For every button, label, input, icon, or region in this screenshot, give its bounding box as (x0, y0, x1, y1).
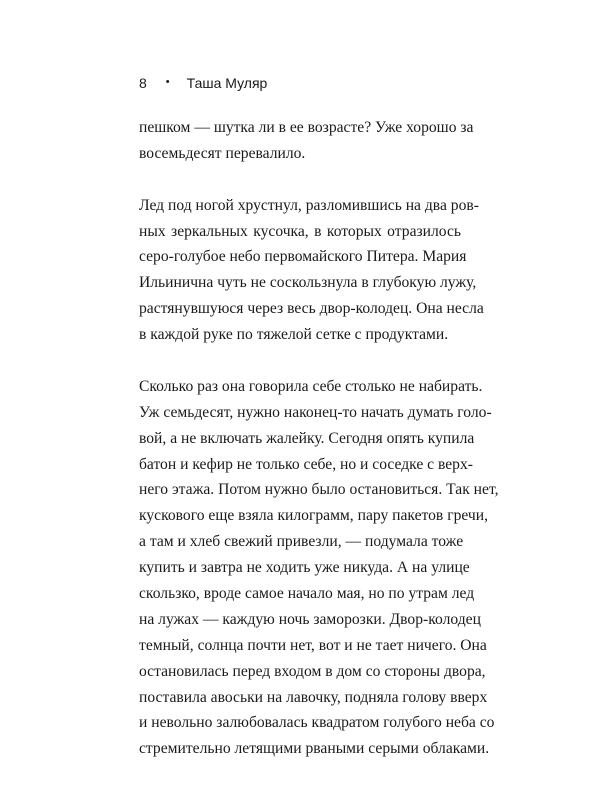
book-body-text (139, 115, 499, 788)
text-line: вой, а не включать жалейку. Сегодня опять купила (139, 429, 475, 447)
text-line: темный, солнца почти нет, вот и не тает ничего. Она (139, 636, 487, 654)
text-line: кускового еще взяла килограмм, пару пакетов гречи, (139, 507, 489, 525)
paragraph (139, 374, 499, 762)
text-line: остановилась перед входом в дом со стороны двора, (139, 662, 486, 680)
text-line: растянувшуюся через весь двор-колодец. Она несла (139, 300, 484, 318)
text-line: ных зеркальных кусочка, в которых отразилось (139, 222, 461, 240)
text-line: а там и хлеб свежий привезли, — подумала тоже (139, 533, 464, 551)
text-line: него этажа. Потом нужно было остановиться. Так нет, (139, 481, 499, 499)
text-line: в каждой руке по тяжелой сетке с продуктами. (139, 326, 449, 344)
text-line: купить и завтра не ходить уже никуда. А на улице (139, 559, 470, 577)
page-number: 8 (139, 75, 147, 91)
text-line: стремительно летящими рваными серыми облаками. (139, 740, 490, 758)
text-line: пешком — шутка ли в ее возрасте? Уже хорошо за (139, 119, 474, 136)
text-line: и невольно залюбовалась квадратом голубого неба со (139, 714, 495, 732)
text-line: Уж семьдесят, нужно наконец-то начать думать голо- (139, 403, 492, 421)
text-line: поставила авоськи на лавочку, подняла голову вверх (139, 688, 488, 706)
text-line: скользко, вроде самое начало мая, но по утрам лед (139, 585, 475, 603)
text-line: батон и кефир не только себе, но и соседке с верх- (139, 455, 473, 473)
author-name: Таша Муляр (186, 75, 268, 91)
header-bullet: • (165, 76, 170, 88)
text-line: восемьдесят перевалило. (139, 144, 306, 162)
text-line: серо-голубое небо первомайского Питера. Мария (139, 248, 467, 266)
text-line: Сколько раз она говорила себе столько не набирать. (139, 377, 483, 395)
text-line: Ильинична чуть не соскользнула в глубокую лужу, (139, 274, 477, 292)
paragraph (139, 193, 484, 348)
running-header (139, 74, 267, 92)
paragraph (139, 115, 474, 167)
text-line: на лужах — каждую ночь заморозки. Двор-колодец (139, 610, 481, 628)
text-line: Лед под ногой хрустнул, разломившись на два ров- (139, 196, 479, 214)
